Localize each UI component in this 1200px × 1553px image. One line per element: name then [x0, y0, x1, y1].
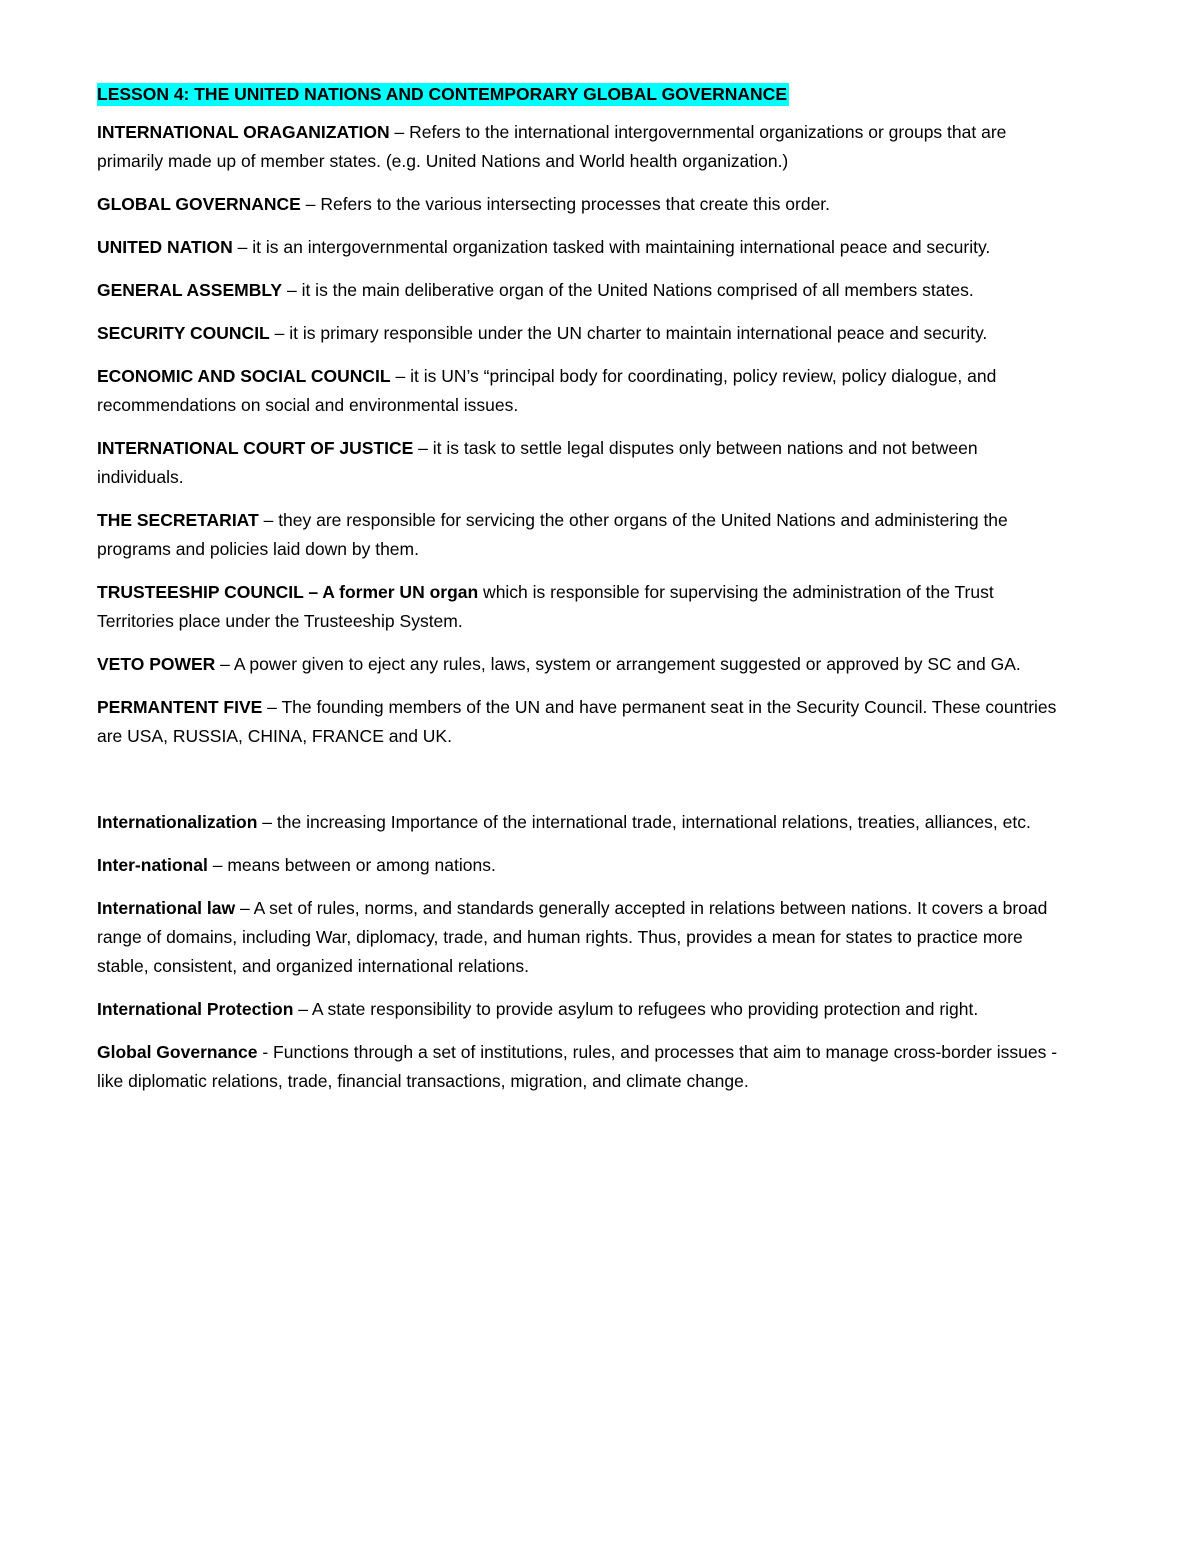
- definition-text: it is the main deliberative organ of the United Nations comprised of all members states.: [301, 280, 974, 300]
- definition-entry: [97, 233, 1067, 262]
- definition-entry: [97, 578, 1067, 636]
- definition-separator: -: [257, 1042, 274, 1062]
- definition-entry: [97, 894, 1067, 981]
- definition-text: they are responsible for servicing the other organs of the United Nations and administering the programs and policies laid down by them.: [97, 510, 1008, 559]
- definition-separator: –: [390, 366, 411, 386]
- definition-entry: [97, 1038, 1067, 1096]
- definition-text: Functions through a set of institutions, rules, and processes that aim to manage cross-border issues - like diplomatic relations, trade, financial transactions, migration, and climate change.: [97, 1042, 1058, 1091]
- definition-text: A power given to eject any rules, laws, system or arrangement suggested or approved by SC and GA.: [233, 654, 1021, 674]
- definition-separator: –: [257, 812, 277, 832]
- definition-separator: –: [389, 122, 410, 142]
- definition-term: INTERNATIONAL COURT OF JUSTICE: [97, 438, 414, 458]
- definition-text: the increasing Importance of the international trade, international relations, treaties, alliances, etc.: [276, 812, 1031, 832]
- definition-entry: [97, 693, 1067, 751]
- definition-term: Internationalization: [97, 812, 258, 832]
- definition-entry: [97, 276, 1067, 305]
- highlighted-title: LESSON 4: THE UNITED NATIONS AND CONTEMPORARY GLOBAL GOVERNANCE: [97, 84, 787, 104]
- definition-separator: –: [215, 654, 234, 674]
- definition-text: it is task to settle legal disputes only between nations and not between individuals.: [97, 438, 978, 487]
- definition-separator: –: [207, 855, 228, 875]
- definition-term: PERMANTENT FIVE: [97, 697, 263, 717]
- definition-term: Global Governance: [97, 1042, 258, 1062]
- definition-separator: –: [303, 582, 323, 602]
- definition-term: SECURITY COUNCIL: [97, 323, 270, 343]
- definition-text: A set of rules, norms, and standards generally accepted in relations between nations. It covers a broad range of domains, including War, diplomacy, trade, and human rights. Thus, provides a mean for states to practice more stable, consistent, and organized international relations.: [97, 898, 1048, 976]
- definition-text: it is an intergovernmental organization tasked with maintaining international peace and security.: [252, 237, 991, 257]
- definition-separator: –: [262, 697, 282, 717]
- lesson-title: [97, 80, 1067, 109]
- definition-separator: –: [232, 237, 253, 257]
- document-page: [97, 80, 1067, 1110]
- definition-text: which is responsible for supervising the administration of the Trust Territories place under the Trusteeship System.: [97, 582, 994, 631]
- definition-term: UNITED NATION: [97, 237, 233, 257]
- definition-separator: –: [293, 999, 312, 1019]
- definitions-group-un: [97, 118, 1067, 751]
- definitions-group-international: [97, 808, 1067, 1096]
- definition-term: GLOBAL GOVERNANCE: [97, 194, 301, 214]
- definition-entry: [97, 506, 1067, 564]
- definition-separator: –: [269, 323, 290, 343]
- definition-entry: [97, 434, 1067, 492]
- definition-term: INTERNATIONAL ORAGANIZATION: [97, 122, 390, 142]
- definition-term: International Protection: [97, 999, 294, 1019]
- definition-term: TRUSTEESHIP COUNCIL: [97, 582, 304, 602]
- definition-term: ECONOMIC AND SOCIAL COUNCIL: [97, 366, 391, 386]
- definition-term: THE SECRETARIAT: [97, 510, 259, 530]
- definition-entry: [97, 362, 1067, 420]
- definition-term: Inter-national: [97, 855, 208, 875]
- definition-text: A state responsibility to provide asylum to refugees who providing protection and right.: [311, 999, 979, 1019]
- definition-term: VETO POWER: [97, 654, 216, 674]
- definition-term: GENERAL ASSEMBLY: [97, 280, 283, 300]
- definition-text: it is primary responsible under the UN charter to maintain international peace and security.: [289, 323, 988, 343]
- definition-entry: [97, 808, 1067, 837]
- definition-entry: [97, 650, 1067, 679]
- definition-text: means between or among nations.: [227, 855, 496, 875]
- blank-line: [97, 765, 1067, 808]
- definition-separator: –: [300, 194, 321, 214]
- definition-entry: [97, 851, 1067, 880]
- definition-term: International law: [97, 898, 236, 918]
- definition-entry: [97, 995, 1067, 1024]
- definition-text: Refers to the international intergovernmental organizations or groups that are primarily made up of member states. (e.g. United Nations and World health organization.): [97, 122, 1007, 171]
- definition-text: it is UN’s “principal body for coordinating, policy review, policy dialogue, and recommendations on social and environmental issues.: [97, 366, 997, 415]
- definition-text: Refers to the various intersecting processes that create this order.: [320, 194, 831, 214]
- definition-text: The founding members of the UN and have permanent seat in the Security Council. These countries are USA, RUSSIA, CHINA, FRANCE and UK.: [97, 697, 1057, 746]
- definition-entry: [97, 319, 1067, 348]
- definition-entry: [97, 190, 1067, 219]
- definition-entry: [97, 118, 1067, 176]
- definition-separator: –: [282, 280, 302, 300]
- definition-separator: –: [258, 510, 279, 530]
- definition-separator: –: [235, 898, 254, 918]
- definition-separator: –: [413, 438, 433, 458]
- definition-bold-phrase: A former UN organ: [322, 582, 479, 602]
